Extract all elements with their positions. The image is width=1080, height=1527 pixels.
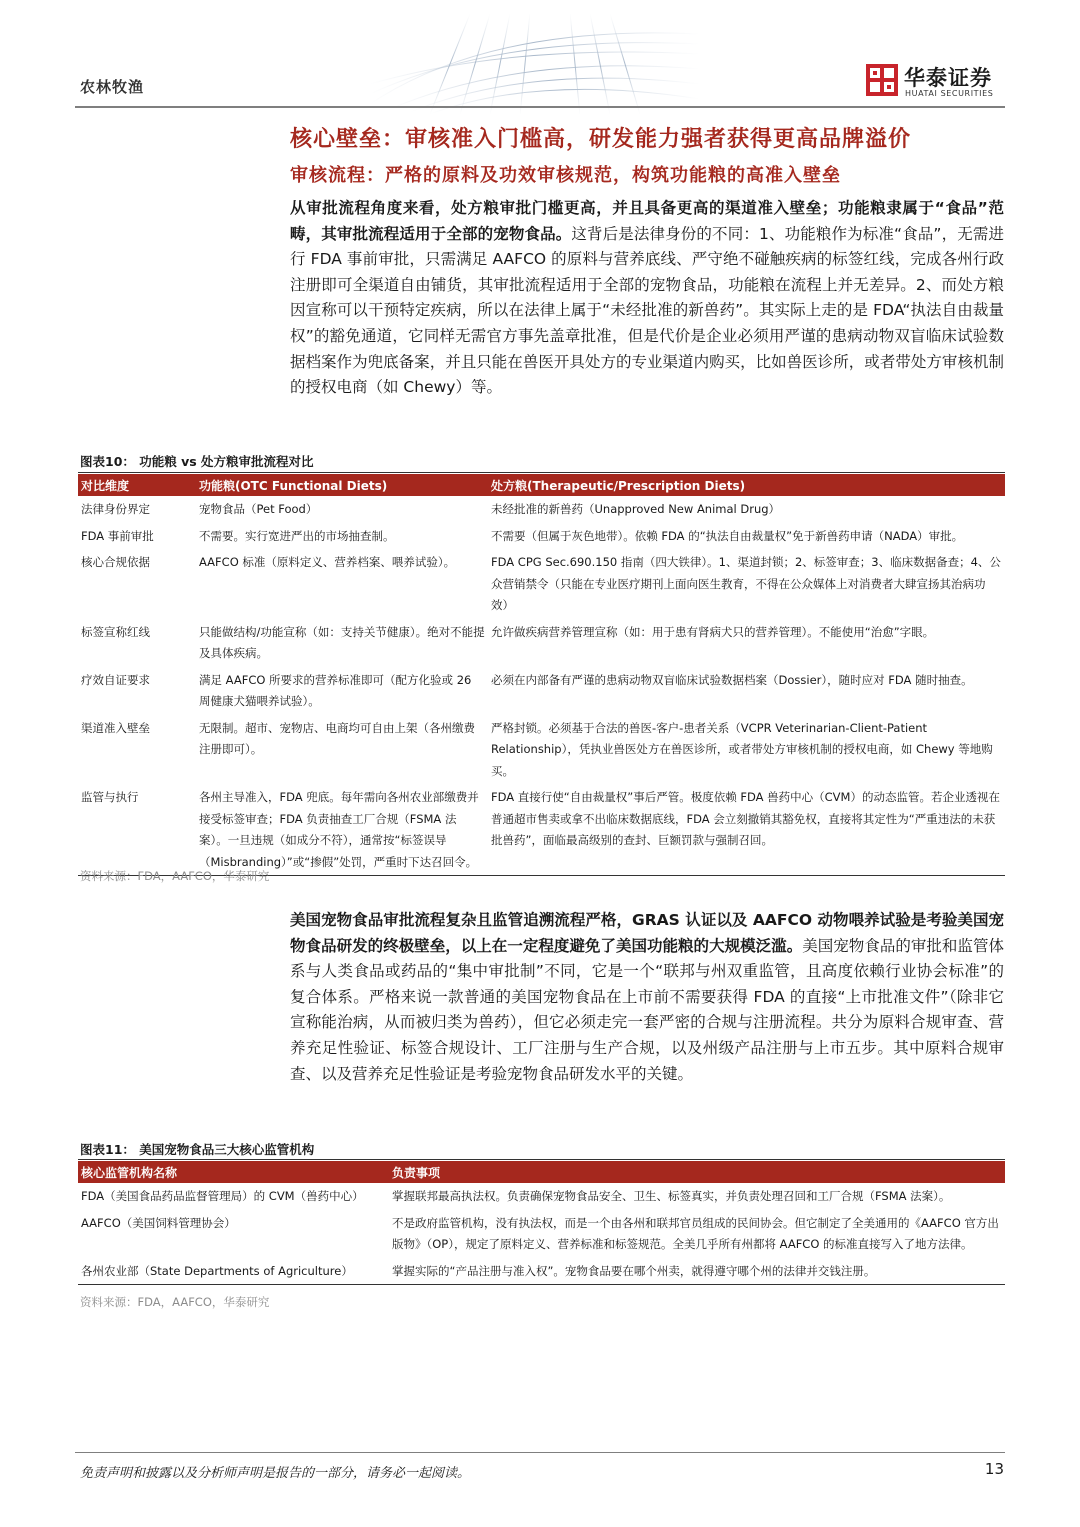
table-cell: 满足 AAFCO 所要求的营养标准即可（配方化验或 26 周健康犬猫喂养试验）。 [199, 672, 472, 708]
figure-11-top-rule [78, 1159, 1005, 1160]
paragraph-approval-process [290, 196, 1004, 401]
figure-11-table [78, 1161, 1005, 1285]
table-cell: 掌握实际的“产品注册与准入权”。宠物食品要在哪个州卖，就得遵守哪个州的法律并交钱注册。 [389, 1258, 1005, 1285]
paragraph-body: 美国宠物食品的审批和监管体系与人类食品或药品的“集中审批制”不同，它是一个“联邦与州双重监管，且高度依赖行业协会标准”的复合体系。严格来说一款普通的美国宠物食品在上市前不需要获得 FDA 的直接“上市批准文件”（除非它宣称能治病，从而被归类为兽药），但它必须走完一套严密的合规与注册流程。共分为原料合规审查、营养充足性验证、标签合规设计、工厂注册与生产合规，以及州级产品注册与上市五步。其中原料合规审查、以及营养充足性验证是考验宠物食品研发水平的关键。 [290, 936, 1004, 1083]
table-header-cell: 处方粮(Therapeutic/Prescription Diets) [488, 474, 1005, 496]
table-cell: 允许做疾病营养管理宣称（如：用于患有肾病犬只的营养管理）。不能使用“治愈”字眼。 [491, 624, 935, 639]
sub-heading: 审核流程：严格的原料及功效审核规范，构筑功能粮的高准入壁垒 [290, 165, 841, 186]
table-cell: 疗效自证要求 [81, 672, 150, 687]
header-decoration-graphic [370, 14, 700, 114]
logo-english-text: HUATAI SECURITIES [905, 89, 994, 98]
table-cell: AAFCO（美国饲料管理协会） [81, 1215, 236, 1230]
table-cell: 不是政府监管机构，没有执法权，而是一个由各州和联邦官员组成的民间协会。但它制定了全美通用的《AAFCO 官方出版物》（OP），规定了原料定义、营养标准和标签规范。全美几乎所有州都将 AAFCO 的标准直接写入了地方法律。 [392, 1215, 999, 1251]
table-cell: 不需要。实行宽进严出的市场抽查制。 [199, 528, 395, 543]
table-row [78, 496, 1005, 523]
table-row [78, 784, 1005, 876]
table-cell: FDA（美国食品药品监督管理局）的 CVM（兽药中心） [81, 1189, 364, 1203]
table-row [78, 1258, 1005, 1285]
table-header-cell: 对比维度 [78, 474, 196, 496]
company-logo [866, 62, 1006, 102]
footer-disclaimer: 免责声明和披露以及分析师声明是报告的一部分，请务必一起阅读。 [80, 1466, 471, 1481]
table-cell: FDA 直接行使“自由裁量权”事后严管。极度依赖 FDA 兽药中心（CVM）的动态监管。若企业透视在普通超市售卖或拿不出临床数据底线，FDA 会立刻撤销其豁免权，直接将其定性为“严重违法的未获批兽药”，面临最高级别的查封、巨额罚款与强制召回。 [488, 784, 1005, 876]
figure-10-top-rule [78, 472, 1005, 473]
section-label: 农林牧渔 [80, 78, 145, 96]
table-cell: 核心合规依据 [81, 555, 150, 569]
paragraph-lead-bold: 美国宠物食品审批流程复杂且监管追溯流程严格，GRAS 认证以及 AAFCO 动物喂养试验是考验美国宠物食品研发的终极壁垒，以上在一定程度避免了美国功能粮的大规模泛滥。 [290, 911, 1004, 955]
paragraph-lead-bold: 从审批流程角度来看，处方粮审批门槛更高，并且具备更高的渠道准入壁垒；功能粮隶属于“食品”范畴，其审批流程适用于全部的宠物食品。 [290, 199, 1004, 243]
paragraph-body: 这背后是法律身份的不同：1、功能粮作为标准“食品”，无需进行 FDA 事前审批，只需满足 AAFCO 的原料与营养底线、严守绝不碰触疾病的标签红线，完成各州行政注册即可全渠道自由铺货，其审批流程适用于全部的宠物食品，功能粮在流程上并无差异。2、而处方粮因宣称可以干预特定疾病，所以在法律上属于“未经批准的新兽药”。其实际上走的是 FDA“执法自由裁量权”的豁免通道，它同样无需官方事先盖章批准，但是代价是企业必须用严谨的患病动物双盲临床试验数据档案作为兜底备案，并且只能在兽医开具处方的专业渠道内购买，比如兽医诊所，或者带处方审核机制的授权电商（如 Chewy）等。 [290, 224, 1004, 397]
table-cell: 未经批准的新兽药（Unapproved New Animal Drug） [491, 502, 781, 516]
table-row [78, 715, 1005, 785]
huatai-logo-icon [866, 64, 898, 96]
main-heading: 核心壁垒：审核准入门槛高，研发能力强者获得更高品牌溢价 [290, 127, 912, 152]
table-cell: 标签宣称红线 [81, 624, 150, 639]
table-row [78, 1183, 1005, 1210]
header-rule [75, 106, 1005, 108]
table-cell: 各州农业部（State Departments of Agriculture） [78, 1258, 389, 1285]
table-header-row [78, 474, 1005, 496]
figure-10-table [78, 474, 1005, 876]
table-header-cell: 核心监管机构名称 [78, 1161, 389, 1183]
table-cell: 宠物食品（Pet Food） [199, 502, 318, 516]
table-cell: 渠道准入壁垒 [81, 720, 150, 735]
table-row [78, 523, 1005, 550]
table-cell: FDA 事前审批 [81, 528, 154, 543]
figure-10-source: 资料来源：FDA，AAFCO，华泰研究 [80, 869, 270, 883]
table-cell: 不需要（但属于灰色地带）。依赖 FDA 的“执法自由裁量权”免于新兽药申请（NADA）审批。 [491, 528, 964, 543]
table-cell: 只能做结构/功能宣称（如：支持关节健康）。绝对不能提及具体疾病。 [199, 624, 485, 660]
figure-11-source: 资料来源：FDA，AAFCO，华泰研究 [80, 1295, 270, 1309]
table-header-row [78, 1161, 1005, 1183]
footer-rule [75, 1452, 1005, 1453]
figure-10-title: 图表10： 功能粮 vs 处方粮审批流程对比 [80, 454, 314, 469]
paragraph-us-regulation [290, 908, 1004, 1087]
table-cell: 严格封锁。必须基于合法的兽医-客户-患者关系（VCPR Veterinarian-Client-Patient Relationship），凭执业兽医处方在兽医诊所，或者带处方审核机制的授权电商，如 Chewy 等地购买。 [491, 720, 993, 778]
figure-11-title: 图表11： 美国宠物食品三大核心监管机构 [80, 1142, 315, 1157]
table-cell: 无限制。超市、宠物店、电商均可自由上架（各州缴费注册即可）。 [199, 720, 475, 756]
table-row [78, 667, 1005, 715]
logo-chinese-text: 华泰证券 [904, 66, 992, 90]
table-cell: AAFCO 标准（原料定义、营养档案、喂养试验）。 [199, 555, 456, 569]
table-row [78, 549, 1005, 619]
table-cell: FDA CPG Sec.690.150 指南（四大铁律）。1、渠道封锁；2、标签审查；3、临床数据备查；4、公众营销禁令（只能在专业医疗期刊上面向医生教育，不得在公众媒体上对消费者大肆宣扬其治病功效） [491, 555, 1001, 612]
table-cell: 必须在内部备有严谨的患病动物双盲临床试验数据档案（Dossier），随时应对 FDA 随时抽查。 [491, 672, 973, 687]
table-row [78, 1210, 1005, 1258]
table-header-cell: 负责事项 [389, 1161, 1005, 1183]
table-cell: 各州主导准入，FDA 兜底。每年需向各州农业部缴费并接受标签审查；FDA 负责抽查工厂合规（FSMA 法案）。一旦违规（如成分不符），通常按“标签误导（Misbranding）”或“掺假”处罚，严重时下达召回令。 [196, 784, 488, 876]
table-cell: 法律身份界定 [81, 502, 150, 516]
page-number: 13 [984, 1460, 1004, 1478]
table-header-cell: 功能粮(OTC Functional Diets) [196, 474, 488, 496]
table-cell: 监管与执行 [78, 784, 196, 876]
table-row [78, 619, 1005, 667]
table-cell: 掌握联邦最高执法权。负责确保宠物食品安全、卫生、标签真实，并负责处理召回和工厂合规（FSMA 法案）。 [392, 1189, 951, 1203]
